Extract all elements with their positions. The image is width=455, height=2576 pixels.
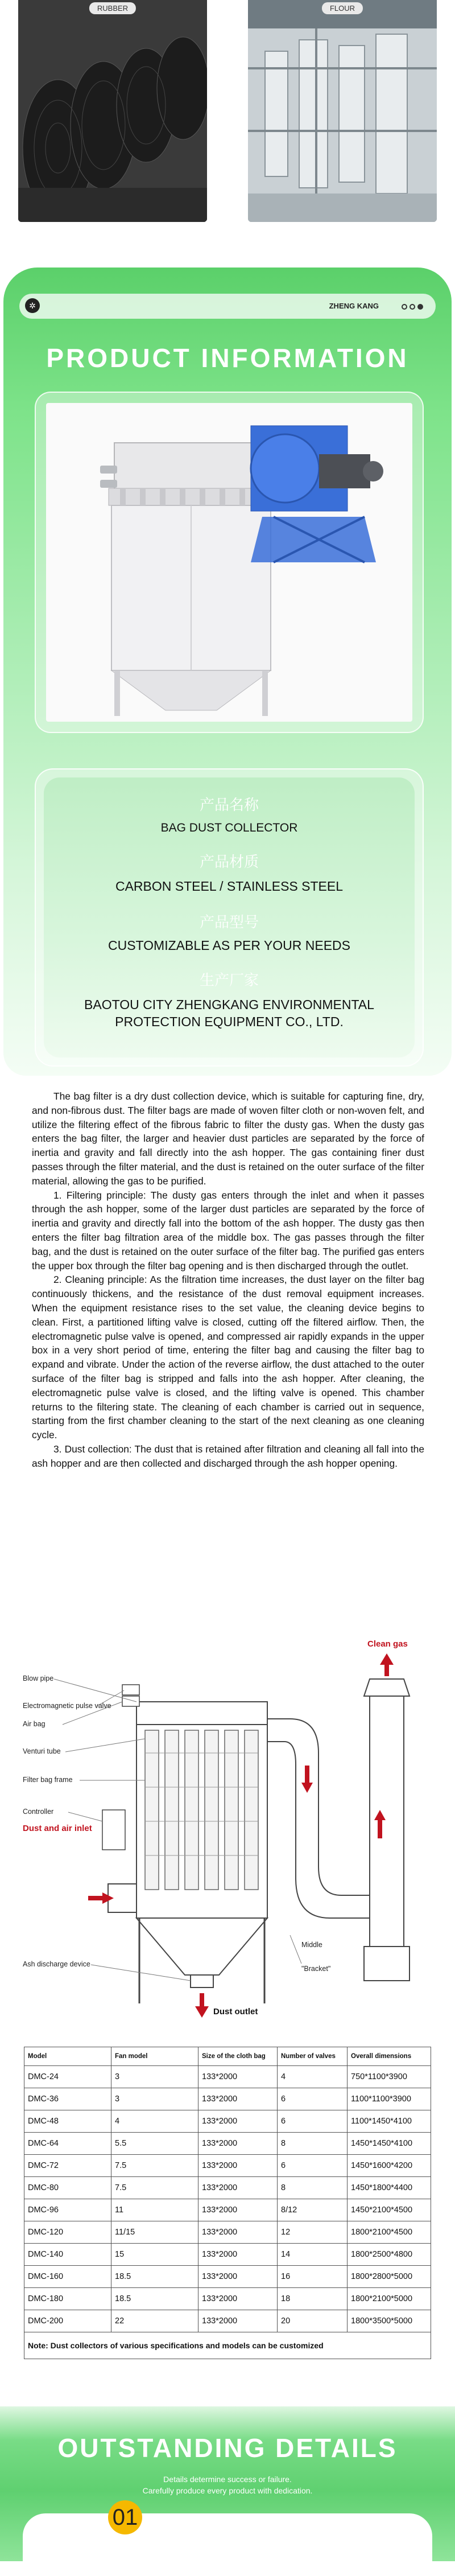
- product-image: [46, 403, 412, 722]
- table-row: [24, 2155, 431, 2177]
- product-model-value: CUSTOMIZABLE AS PER YOUR NEEDS: [107, 938, 351, 953]
- cell-bag-size: 133*2000: [198, 2133, 278, 2155]
- product-image-frame: [35, 392, 424, 733]
- cell-bag-size: 133*2000: [198, 2266, 278, 2288]
- cell-model: DMC-200: [24, 2310, 111, 2332]
- cell-fan-model: 18.5: [111, 2266, 198, 2288]
- cell-model: DMC-180: [24, 2288, 111, 2310]
- cell-fan-model: 3: [111, 2088, 198, 2110]
- product-info-card: [35, 768, 424, 1067]
- cell-fan-model: 11/15: [111, 2221, 198, 2244]
- cell-dimensions: 1800*2100*4500: [348, 2221, 431, 2244]
- table-row: [24, 2266, 431, 2288]
- cell-bag-size: 133*2000: [198, 2110, 278, 2133]
- cell-dimensions: 1450*2100*4500: [348, 2199, 431, 2221]
- label-dust-outlet: Dust outlet: [213, 2007, 258, 2017]
- product-name-value: BAG DUST COLLECTOR: [160, 821, 298, 834]
- table-row: [24, 2199, 431, 2221]
- cell-valves: 6: [278, 2155, 348, 2177]
- cell-fan-model: 15: [111, 2244, 198, 2266]
- cell-model: DMC-64: [24, 2133, 111, 2155]
- rubber-photo-card: [18, 0, 207, 222]
- product-material-value: CARBON STEEL / STAINLESS STEEL: [115, 879, 344, 894]
- label-air-bag: Air bag: [23, 1720, 46, 1728]
- header-model: Model: [24, 2047, 111, 2066]
- bag-dust-collector-illustration: [46, 403, 412, 722]
- cell-bag-size: 133*2000: [198, 2288, 278, 2310]
- table-row: [24, 2066, 431, 2088]
- cell-fan-model: 3: [111, 2066, 198, 2088]
- table-row: [24, 2088, 431, 2110]
- cell-fan-model: 18.5: [111, 2288, 198, 2310]
- manufacturer-value: BAOTOU CITY ZHENGKANG ENVIRONMENTAL PROTECTION EQUIPMENT CO., LTD.: [84, 997, 374, 1029]
- table-header-row: [24, 2047, 431, 2066]
- rubber-tag: RUBBER: [89, 2, 136, 14]
- outstanding-details-title: OUTSTANDING DETAILS: [57, 2433, 398, 2463]
- cell-dimensions: 1450*1450*4100: [348, 2133, 431, 2155]
- cell-fan-model: 7.5: [111, 2155, 198, 2177]
- table-row: [24, 2310, 431, 2332]
- detail-card: [23, 2513, 432, 2576]
- label-pulse-valve: Electromagnetic pulse valve: [23, 1702, 111, 1710]
- cell-bag-size: 133*2000: [198, 2244, 278, 2266]
- manufacturer-label: 生产厂家: [199, 972, 259, 989]
- cell-bag-size: 133*2000: [198, 2221, 278, 2244]
- brand-name: ZHENG KANG: [329, 302, 379, 310]
- cell-bag-size: 133*2000: [198, 2088, 278, 2110]
- header-fan-model: Fan model: [111, 2047, 198, 2066]
- description-collection: 3. Dust collection: The dust that is retained after filtration and cleaning all fall into the ash hopper and are then collected and discharged through the ash hopper opening.: [32, 1443, 424, 1469]
- cell-fan-model: 4: [111, 2110, 198, 2133]
- outstanding-subtitle-1: Details determine success or failure.: [163, 2475, 292, 2484]
- header-bag-size: Size of the cloth bag: [198, 2047, 278, 2066]
- table-body: [24, 2066, 431, 2332]
- label-clean-gas: Clean gas: [367, 1639, 408, 1649]
- cell-dimensions: 1800*2500*4800: [348, 2244, 431, 2266]
- structure-diagram: [23, 1639, 432, 2026]
- cell-valves: 16: [278, 2266, 348, 2288]
- cell-valves: 8: [278, 2177, 348, 2199]
- cell-bag-size: 133*2000: [198, 2310, 278, 2332]
- cell-valves: 14: [278, 2244, 348, 2266]
- cell-model: DMC-120: [24, 2221, 111, 2244]
- cell-model: DMC-96: [24, 2199, 111, 2221]
- description-filtering: 1. Filtering principle: The dusty gas enters through the inlet and when it passes through the ash hopper, some of the larger dust particles are separated by the force of inertia and gravity and directly fall into the bottom of the ash hopper. The dusty gas then enters the filter bag filtration area of the middle box. The gas passes through the filter bag, and the dust is retained on the outer surface of the filter bag. The purified gas enters the upper box through the filter bag opening and is then discharged through the outlet.: [32, 1189, 424, 1271]
- brand-logo-icon: ✲: [25, 298, 40, 313]
- cell-valves: 8/12: [278, 2199, 348, 2221]
- cell-dimensions: 1450*1800*4400: [348, 2177, 431, 2199]
- cell-bag-size: 133*2000: [198, 2177, 278, 2199]
- cell-dimensions: 1100*1100*3900: [348, 2088, 431, 2110]
- table-row: [24, 2133, 431, 2155]
- cell-valves: 8: [278, 2133, 348, 2155]
- cell-model: DMC-48: [24, 2110, 111, 2133]
- cell-valves: 6: [278, 2110, 348, 2133]
- label-venturi: Venturi tube: [23, 1747, 61, 1755]
- cell-model: DMC-140: [24, 2244, 111, 2266]
- cell-dimensions: 1800*3500*5000: [348, 2310, 431, 2332]
- cell-valves: 18: [278, 2288, 348, 2310]
- cell-model: DMC-80: [24, 2177, 111, 2199]
- cell-valves: 4: [278, 2066, 348, 2088]
- product-info-card-inner: [44, 777, 415, 1057]
- detail-number-badge: 01: [108, 2500, 142, 2534]
- table-row: [24, 2244, 431, 2266]
- product-info-title: PRODUCT INFORMATION: [46, 343, 409, 373]
- cell-model: DMC-36: [24, 2088, 111, 2110]
- description-cleaning: 2. Cleaning principle: As the filtration time increases, the dust layer on the filter bag continuously thickens, and the resistance of the dust removal equipment increases. When the equipment resistance rises to the set value, the cleaning device begins to clean. First, a partitioned lifting valve is closed, cutting off the filtered airflow. Then, the electromagnetic pulse valve is opened, and compressed air rapidly expands in the upper box in a very short period of time, entering the filter bag and causing the filter bag to expand and vibrate. Under the action of the reverse airflow, the dust attached to the outer surface of the filter bag is stripped and falls into the ash hopper. After cleaning, the electromagnetic pulse valve is closed, and the lifting valve is opened. This chamber returns to the filtering state. The cleaning of each chamber is carried out in sequence, starting from the first chamber cleaning to the start of the next cleaning as one cleaning cycle.: [32, 1274, 424, 1441]
- cell-fan-model: 5.5: [111, 2133, 198, 2155]
- label-blow-pipe: Blow pipe: [23, 1674, 54, 1682]
- outstanding-details-section: [0, 2406, 455, 2561]
- table-note-row: [24, 2332, 431, 2359]
- flour-factory-image: [248, 0, 437, 222]
- cell-valves: 12: [278, 2221, 348, 2244]
- cell-dimensions: 1800*2800*5000: [348, 2266, 431, 2288]
- cell-model: DMC-72: [24, 2155, 111, 2177]
- flour-photo-card: [248, 0, 437, 222]
- header-bar: [19, 294, 436, 319]
- cell-model: DMC-160: [24, 2266, 111, 2288]
- product-description: [32, 1089, 424, 1471]
- outstanding-subtitle-2: Carefully produce every product with dedication.: [142, 2486, 313, 2495]
- cell-valves: 20: [278, 2310, 348, 2332]
- rubber-rolls-image: [18, 0, 207, 222]
- flour-tag: FLOUR: [322, 2, 363, 14]
- label-bracket: "Bracket": [301, 1965, 331, 1973]
- decorative-dots: [399, 302, 423, 312]
- cell-fan-model: 22: [111, 2310, 198, 2332]
- cell-valves: 6: [278, 2088, 348, 2110]
- label-controller: Controller: [23, 1808, 54, 1816]
- table-note: Note: Dust collectors of various specifications and models can be customized: [24, 2332, 431, 2359]
- cell-fan-model: 7.5: [111, 2177, 198, 2199]
- cell-bag-size: 133*2000: [198, 2199, 278, 2221]
- cell-dimensions: 750*1100*3900: [348, 2066, 431, 2088]
- product-info-panel: [3, 268, 452, 1076]
- label-dust-inlet: Dust and air inlet: [23, 1824, 92, 1833]
- label-middle: Middle: [301, 1941, 322, 1949]
- header-dimensions: Overall dimensions: [348, 2047, 431, 2066]
- table-row: [24, 2288, 431, 2310]
- label-discharge: Ash discharge device: [23, 1960, 90, 1968]
- product-model-label: 产品型号: [199, 914, 259, 931]
- cell-dimensions: 1450*1600*4200: [348, 2155, 431, 2177]
- cell-dimensions: 1100*1450*4100: [348, 2110, 431, 2133]
- cell-bag-size: 133*2000: [198, 2155, 278, 2177]
- cell-fan-model: 11: [111, 2199, 198, 2221]
- specification-table: [24, 2047, 431, 2359]
- header-valves: Number of valves: [278, 2047, 348, 2066]
- product-name-label: 产品名称: [199, 797, 259, 814]
- cell-dimensions: 1800*2100*5000: [348, 2288, 431, 2310]
- product-material-label: 产品材质: [199, 854, 259, 871]
- label-bag-frame: Filter bag frame: [23, 1776, 73, 1784]
- description-intro: The bag filter is a dry dust collection device, which is suitable for capturing fine, dry, and non-fibrous dust. The filter bags are made of woven filter cloth or non-woven felt, and utilize the filtering effect of the fibrous fabric to filter the dusty gas. When the dusty gas enters the bag filter, the larger and heavier dust particles are separated by the force of inertia and gravity and fall directly into the ash hopper. The gas containing finer dust passes through the filter material, and the dust is retained on the outer surface of the filter material, allowing the gas to be purified.: [32, 1091, 424, 1187]
- cell-model: DMC-24: [24, 2066, 111, 2088]
- table-row: [24, 2221, 431, 2244]
- table-row: [24, 2177, 431, 2199]
- table-row: [24, 2110, 431, 2133]
- cell-bag-size: 133*2000: [198, 2066, 278, 2088]
